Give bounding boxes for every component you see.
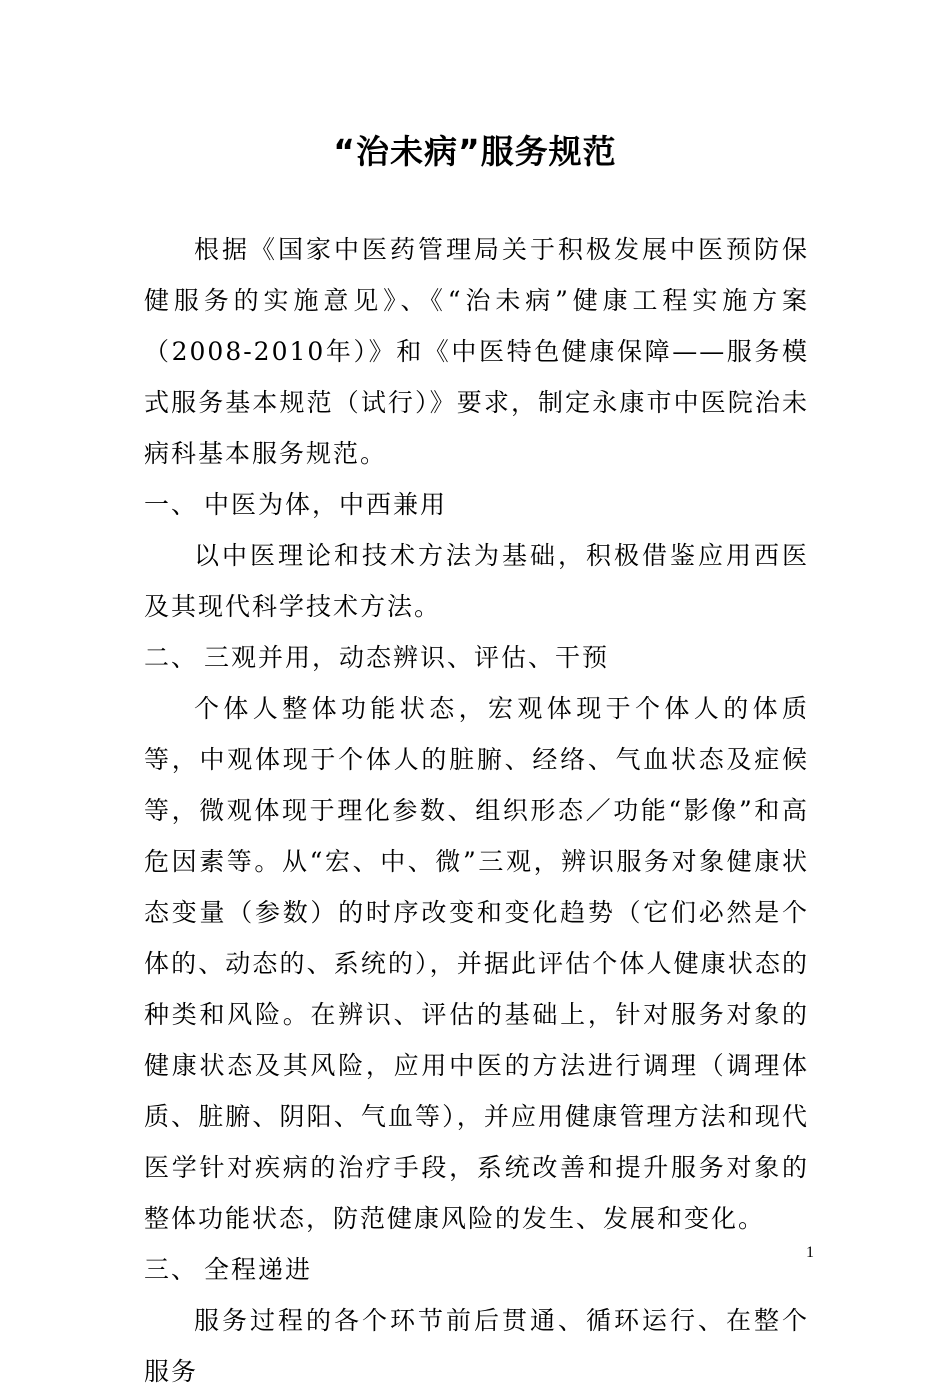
section-heading-1 <box>144 479 809 530</box>
section-number-3: 三、 <box>144 1255 199 1284</box>
section-title-2: 三观并用，动态辨识、评估、干预 <box>204 643 610 672</box>
section-paragraph-2: 个体人整体功能状态，宏观体现于个体人的体质等，中观体现于个体人的脏腑、经络、气血状态及症候等，微观体现于理化参数、组织形态／功能“影像”和高危因素等。从“宏、中、微”三观，辨识服务对象健康状态变量（参数）的时序改变和变化趋势（它们必然是个体的、动态的、系统的），并据此评估个体人健康状态的种类和风险。在辨识、评估的基础上，针对服务对象的健康状态及其风险，应用中医的方法进行调理（调理体质、脏腑、阴阳、气血等），并应用健康管理方法和现代医学针对疾病的治疗手段，系统改善和提升服务对象的整体功能状态，防范健康风险的发生、发展和变化。 <box>144 694 809 1233</box>
section-paragraph-1: 以中医理论和技术方法为基础，积极借鉴应用西医及其现代科学技术方法。 <box>144 541 809 621</box>
section-title-3: 全程递进 <box>204 1255 313 1284</box>
section-paragraph-3: 服务过程的各个环节前后贯通、循环运行、在整个服务 <box>144 1306 809 1386</box>
document-body <box>144 224 809 1397</box>
intro-paragraph: 根据《国家中医药管理局关于积极发展中医预防保健服务的实施意见》、《“治未病”健康工程实施方案（2008-2010年）》和《中医特色健康保障——服务模式服务基本规范（试行）》要求，制定永康市中医院治未病科基本服务规范。 <box>144 235 809 468</box>
section-title-1: 中医为体，中西兼用 <box>204 490 448 519</box>
section-heading-2 <box>144 632 809 683</box>
page-number: 1 <box>806 1244 814 1261</box>
section-number-2: 二、 <box>144 643 199 672</box>
document-title: “治未病”服务规范 <box>333 132 617 171</box>
section-number-1: 一、 <box>144 490 199 519</box>
